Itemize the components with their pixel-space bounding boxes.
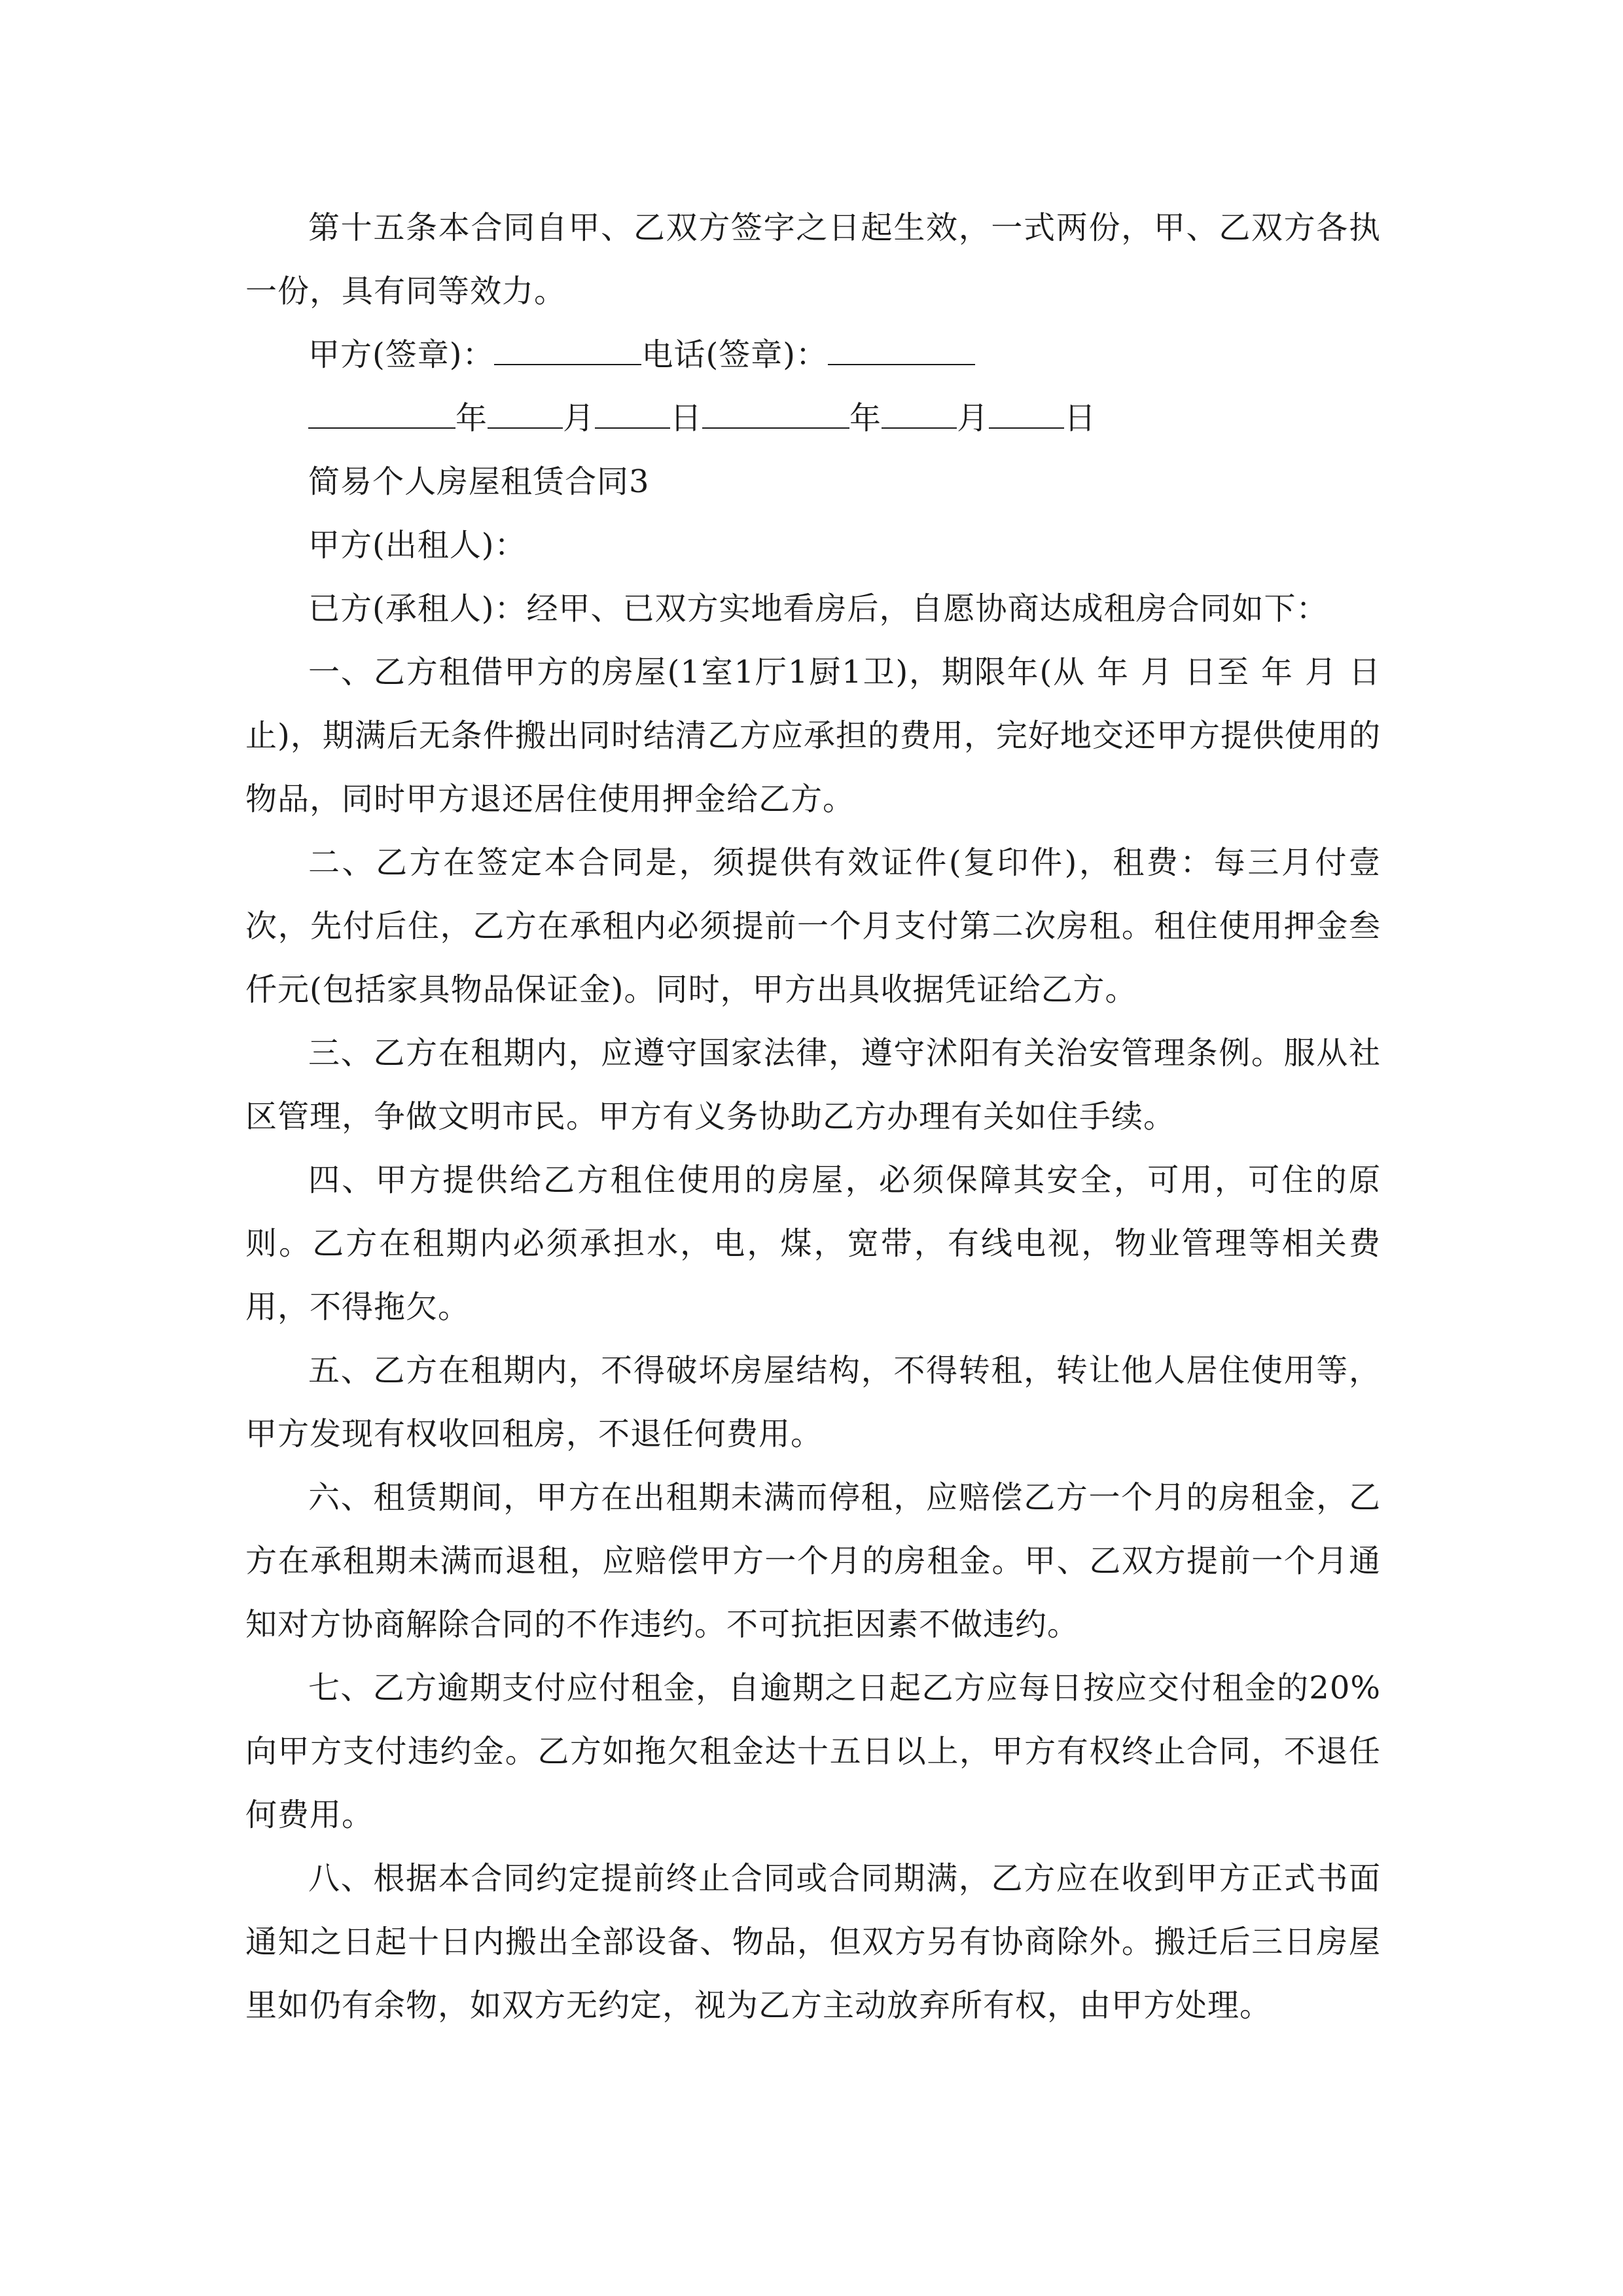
date-month-label-1: 月 [563,400,596,437]
date-day-blank-1 [595,401,670,429]
date-month-blank-2 [882,401,957,429]
date-year-label-2: 年 [849,400,882,437]
date-year-blank-2 [702,401,849,429]
clause-4: 四、甲方提供给乙方租住使用的房屋，必须保障其安全，可用，可住的原则。乙方在租期内必须承担水，电，煤，宽带，有线电视，物业管理等相关费用，不得拖欠。 [245,1162,1381,1325]
date-year-label-1: 年 [455,400,488,437]
phone-signature-blank [828,338,975,365]
clause-1: 一、乙方租借甲方的房屋(1室1厅1厨1卫)，期限年(从 年 月 日至 年 月 日止)，期满后无条件搬出同时结清乙方应承担的费用，完好地交还甲方提供使用的物品，同时甲方退还居住使用押金给乙方。 [245,654,1381,817]
clause-15: 第十五条本合同自甲、乙双方签字之日起生效，一式两份，甲、乙双方各执一份，具有同等效力。 [245,209,1381,310]
date-line [245,387,1381,450]
date-month-blank-1 [488,401,563,429]
date-day-blank-2 [989,401,1064,429]
clause-3: 三、乙方在租期内，应遵守国家法律，遵守沭阳有关治安管理条例。服从社区管理，争做文明市民。甲方有义务协助乙方办理有关如住手续。 [245,1035,1381,1135]
date-month-label-2: 月 [957,400,990,437]
phone-signature-label: 电话(签章)： [641,336,828,373]
party-a-line: 甲方(出租人)： [308,527,527,564]
date-year-blank-1 [308,401,455,429]
clause-2: 二、乙方在签定本合同是，须提供有效证件(复印件)，租费：每三月付壹次，先付后住，乙方在承租内必须提前一个月支付第二次房租。租住使用押金叁仟元(包括家具物品保证金)。同时，甲方出具收据凭证给乙方。 [245,844,1381,1008]
date-day-label-1: 日 [670,400,703,437]
clause-6: 六、租赁期间，甲方在出租期未满而停租，应赔偿乙方一个月的房租金，乙方在承租期未满而退租，应赔偿甲方一个月的房租金。甲、乙双方提前一个月通知对方协商解除合同的不作违约。不可抗拒因素不做违约。 [245,1479,1381,1643]
party-b-line: 已方(承租人)：经甲、已双方实地看房后，自愿协商达成租房合同如下： [308,590,1329,627]
clause-5: 五、乙方在租期内，不得破坏房屋结构，不得转租，转让他人居住使用等，甲方发现有权收回租房，不退任何费用。 [245,1352,1381,1452]
party-a-signature-label: 甲方(签章)： [308,336,495,373]
clause-8: 八、根据本合同约定提前终止合同或合同期满，乙方应在收到甲方正式书面通知之日起十日内搬出全部设备、物品，但双方另有协商除外。搬迁后三日房屋里如仍有余物，如双方无约定，视为乙方主动放弃所有权，由甲方处理。 [245,1860,1381,2024]
signature-line [245,323,1381,387]
date-day-label-2: 日 [1064,400,1097,437]
document-body [245,196,1381,2037]
contract-title: 简易个人房屋租赁合同3 [308,463,650,500]
party-a-signature-blank [494,338,641,365]
clause-7: 七、乙方逾期支付应付租金，自逾期之日起乙方应每日按应交付租金的20%向甲方支付违约金。乙方如拖欠租金达十五日以上，甲方有权终止合同，不退任何费用。 [245,1670,1381,1833]
